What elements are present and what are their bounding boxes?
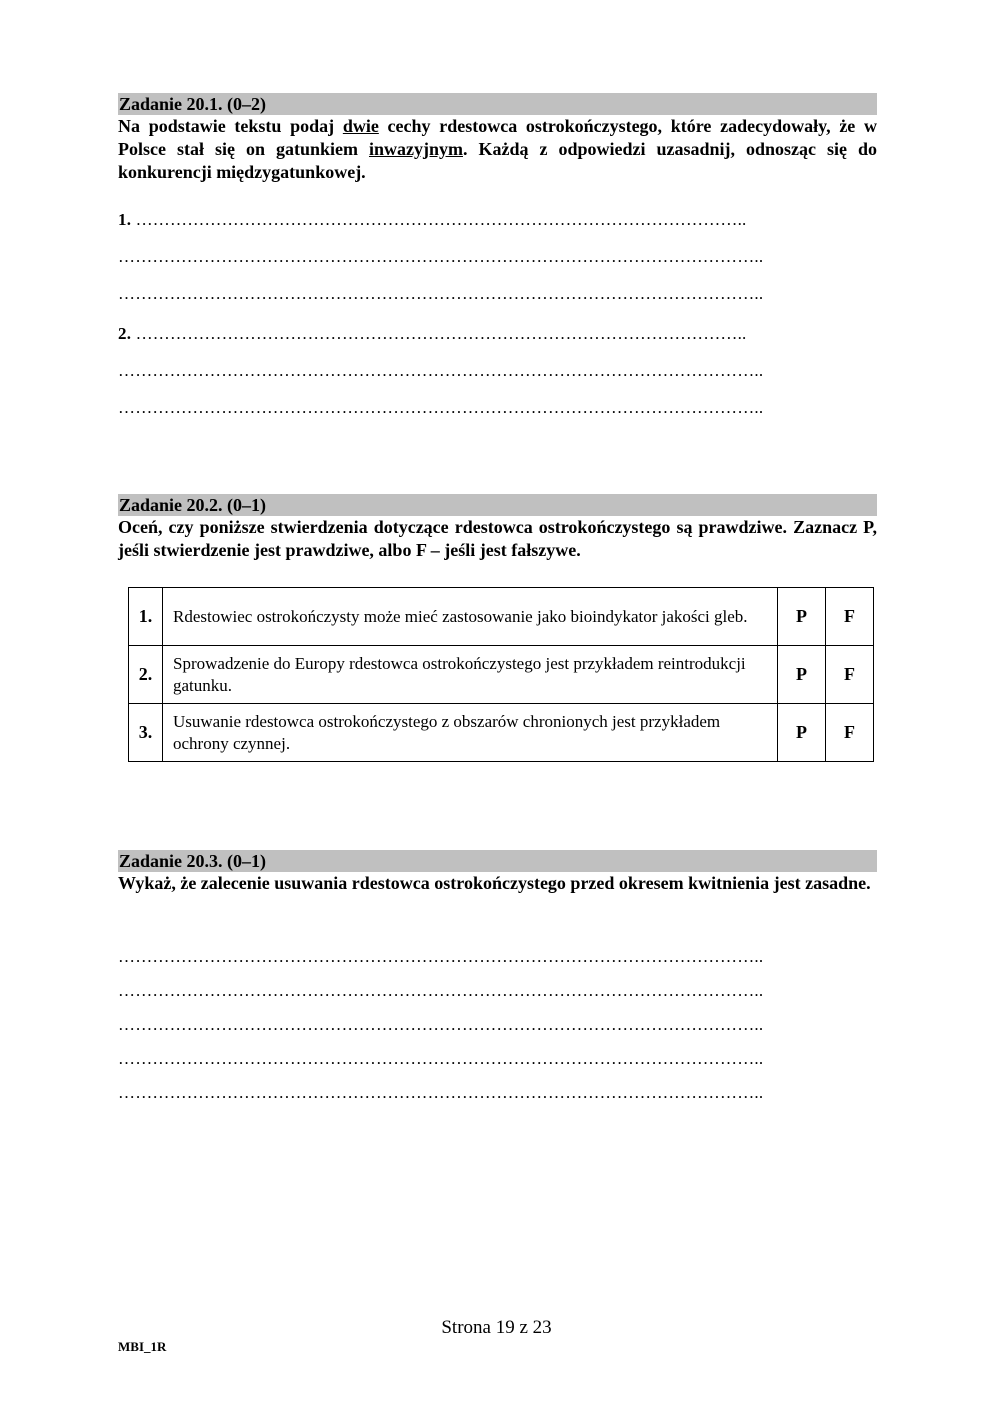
option-false[interactable]: F — [826, 646, 874, 704]
answer-line[interactable] — [118, 361, 877, 381]
task-instruction: Wykaż, że zalecenie usuwania rdestowca ostrokończystego przed okresem kwitnienia jest zasadne. — [118, 873, 871, 893]
answer-dots: …………………………………………………………………………………………….. — [135, 324, 747, 343]
answer-number: 1. — [118, 210, 132, 229]
answer-line[interactable] — [118, 1015, 877, 1035]
table-row — [129, 646, 874, 704]
instruction-part: cechy rdestowca ostrokończystego, które zadecydowały, że w Polsce stał się on gatunkiem — [118, 116, 877, 159]
option-true[interactable]: P — [778, 588, 826, 646]
row-number: 1. — [129, 588, 163, 646]
answer-number: 2. — [118, 324, 132, 343]
task-20-2 — [118, 494, 877, 562]
option-false[interactable]: F — [826, 588, 874, 646]
task-header: Zadanie 20.2. (0–1) — [118, 494, 877, 516]
answer-line[interactable] — [118, 210, 877, 230]
instruction-part: Na podstawie tekstu podaj — [118, 116, 343, 136]
answer-dots: ………………………………………………………………………………………………….. — [118, 1083, 764, 1102]
answer-dots: ………………………………………………………………………………………………….. — [118, 247, 764, 266]
task-20-3-answer-area[interactable] — [118, 947, 877, 1107]
answer-line[interactable] — [118, 398, 877, 418]
task-20-1 — [118, 93, 877, 184]
answer-dots: ………………………………………………………………………………………………….. — [118, 947, 764, 966]
task-header: Zadanie 20.3. (0–1) — [118, 850, 877, 872]
answer-line[interactable] — [118, 947, 877, 967]
answer-dots: ………………………………………………………………………………………………….. — [118, 1049, 764, 1068]
table-row — [129, 704, 874, 762]
answer-line[interactable] — [118, 247, 877, 267]
answer-line[interactable] — [118, 284, 877, 304]
task-instruction — [118, 115, 877, 184]
answer-line[interactable] — [118, 1049, 877, 1069]
answer-dots: ………………………………………………………………………………………………….. — [118, 284, 764, 303]
row-number: 3. — [129, 704, 163, 762]
page-number: Strona 19 z 23 — [441, 1317, 552, 1338]
true-false-table — [128, 587, 874, 762]
statement-text: Sprowadzenie do Europy rdestowca ostrokończystego jest przykładem reintrodukcji gatunku. — [163, 646, 778, 704]
row-number: 2. — [129, 646, 163, 704]
instruction-emphasis: dwie — [342, 116, 379, 136]
task-header: Zadanie 20.1. (0–2) — [118, 93, 877, 115]
statement-text: Rdestowiec ostrokończysty może mieć zastosowanie jako bioindykator jakości gleb. — [163, 588, 778, 646]
statement-text: Usuwanie rdestowca ostrokończystego z obszarów chronionych jest przykładem ochrony czynnej. — [163, 704, 778, 762]
answer-dots: ………………………………………………………………………………………………….. — [118, 1015, 764, 1034]
option-false[interactable]: F — [826, 704, 874, 762]
task-20-1-answer-area[interactable] — [118, 210, 877, 420]
answer-line[interactable] — [118, 981, 877, 1001]
task-20-3 — [118, 850, 877, 895]
option-true[interactable]: P — [778, 646, 826, 704]
table-row — [129, 588, 874, 646]
answer-line[interactable] — [118, 1083, 877, 1103]
answer-dots: ………………………………………………………………………………………………….. — [118, 398, 764, 417]
instruction-part: . Każdą z odpowiedzi uzasadnij, odnosząc się do konkurencji międzygatunkowej. — [118, 139, 877, 182]
answer-dots: ………………………………………………………………………………………………….. — [118, 981, 764, 1000]
exam-code: MBI_1R — [118, 1339, 167, 1354]
answer-line[interactable] — [118, 324, 877, 344]
answer-dots: …………………………………………………………………………………………….. — [135, 210, 747, 229]
option-true[interactable]: P — [778, 704, 826, 762]
answer-dots: ………………………………………………………………………………………………….. — [118, 361, 764, 380]
task-instruction: Oceń, czy poniższe stwierdzenia dotyczące rdestowca ostrokończystego są prawdziwe. Zaznacz P, jeśli stwierdzenie jest prawdziwe, albo F – jeśli jest fałszywe. — [118, 517, 877, 560]
instruction-emphasis: inwazyjnym — [368, 139, 463, 159]
